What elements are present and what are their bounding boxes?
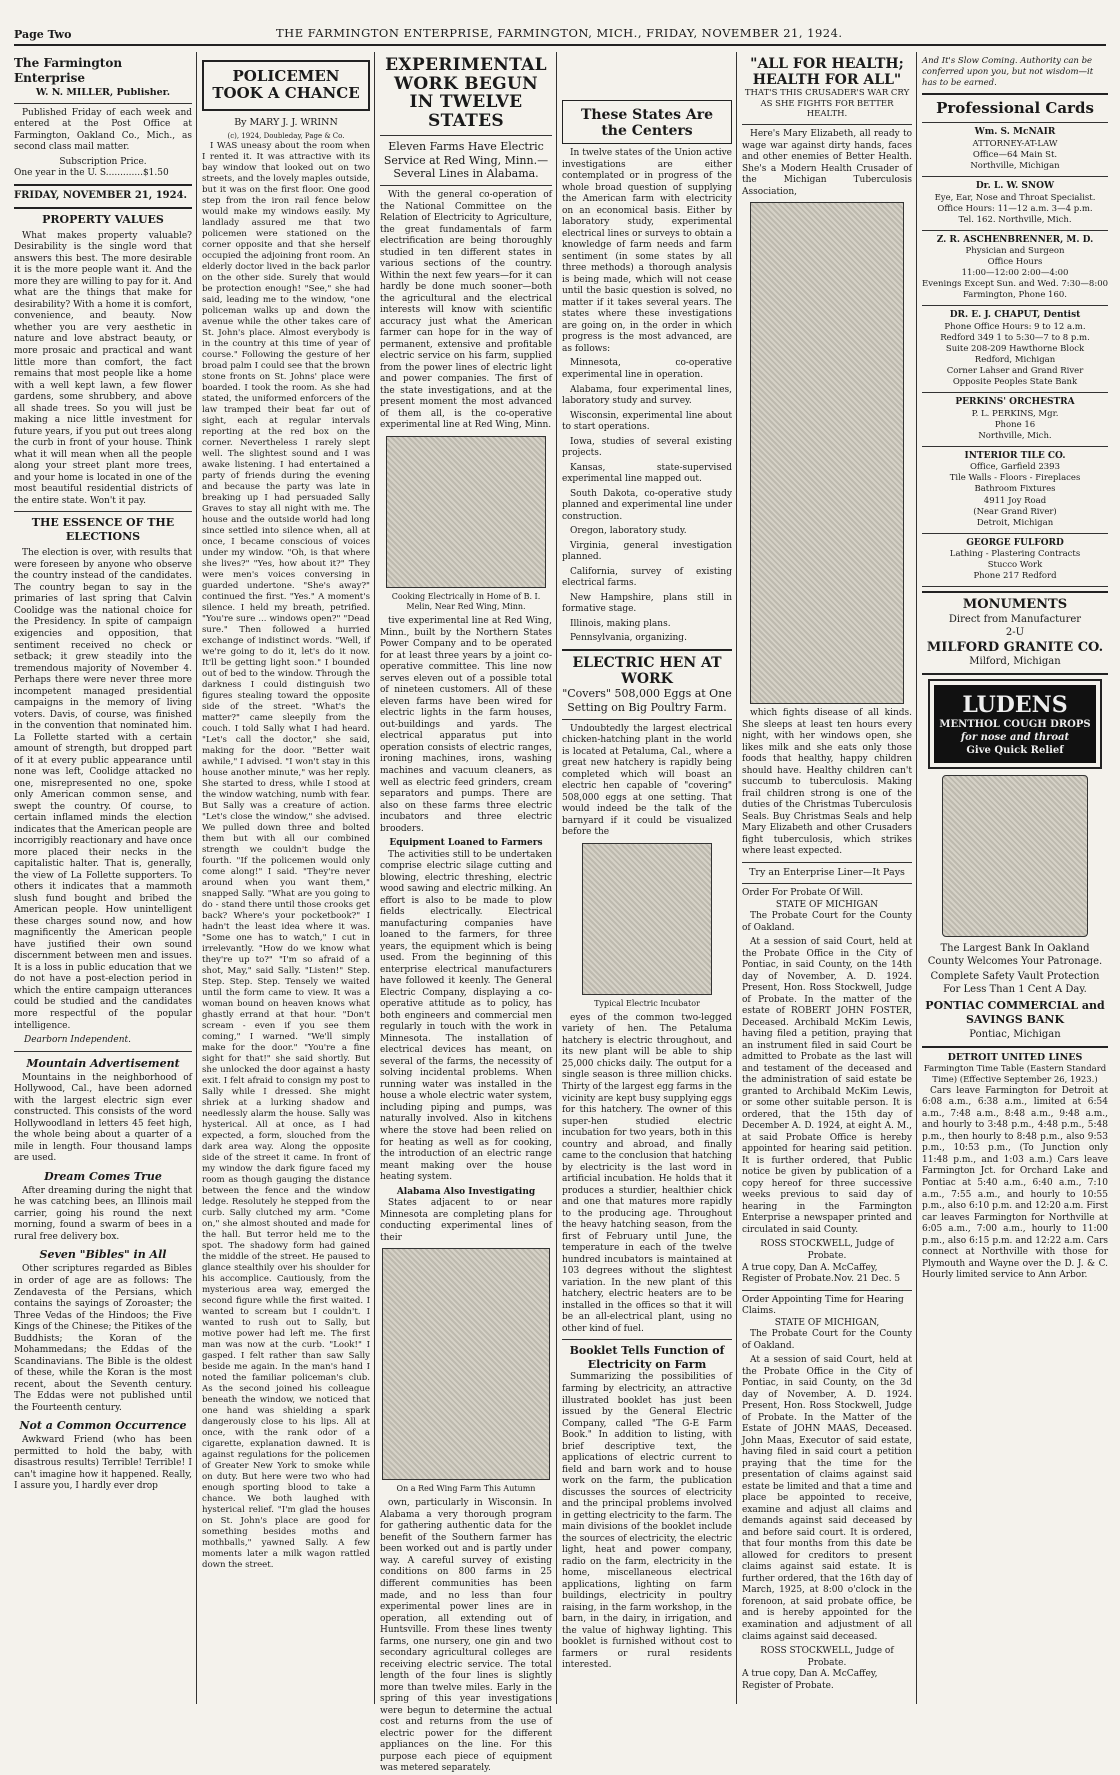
probate-state: STATE OF MICHIGAN,: [774, 1317, 880, 1328]
column-experimental: [380, 55, 552, 1774]
states-list-item: California, survey of existing electrical farms.: [562, 566, 732, 589]
ludens-ad-line: MENTHOL COUGH DROPS: [939, 719, 1091, 731]
story-title-box: [202, 60, 370, 111]
hen-body: Undoubtedly the largest electrical chicken-hatching plant in the world is located at Petaluma, Cal., where a great new hatchery is rapidly being completed which will boast an electric hen capable of "covering" 508,000 eggs at one setting. That would indeed be the talk of the barnyard if it could be visualized before the: [562, 723, 732, 838]
monuments-ad-line: Milford, Michigan: [969, 656, 1061, 668]
states-title-box: [562, 100, 732, 144]
health-intro: Here's Mary Elizabeth, all ready to wage war against dirty hands, faces and other enemies of Better Health. She's a Modern Health Crusader of the Michigan Tuberculosis Association,: [742, 129, 912, 197]
column-health: [742, 56, 912, 1704]
card-line: Eye, Ear, Nose and Throat Specialist.: [934, 192, 1096, 203]
states-list-item: Illinois, making plans.: [570, 618, 671, 629]
card-line: Phone Office Hours: 9 to 12 a.m.: [944, 321, 1086, 332]
card-line: Detroit, Michigan: [976, 517, 1054, 528]
card-line: Office, Garfield 2393: [969, 462, 1061, 473]
card-line: Redford 349 1 to 5:30—7 to 8 p.m.: [940, 332, 1090, 343]
article-body: With the general co-operation of the National Committee on the Relation of Electricity to Agriculture, the great fundamentals of farm electrification are being thoroughly studied in ten different states in various sections of the country. Within the next few years—for it can hardly be done much sooner—both the agricultural and the electrical interests will know with scientific accuracy just what the American farmer can hope for in the way of permanent, extensive and profitable electric service on his farm, supplied from the power lines of electric light and power companies. The first of the state investigations, and at the present moment the most advanced of them all, is the co-operative experimental line at Red Wing, Minn.: [380, 190, 552, 431]
card-line: P. L. PERKINS, Mgr.: [971, 408, 1059, 419]
card-line: Corner Lahser and Grand River: [946, 366, 1084, 377]
bank-ad-line: Complete Safety Vault Protection For Less Than 1 Cent A Day.: [930, 971, 1100, 995]
professional-card: [922, 181, 1108, 231]
item-title: Dream Comes True: [44, 1169, 162, 1183]
story-title-line2: TOOK A CHANCE: [212, 84, 360, 103]
probate-copy: A true copy, Dan A. McCaffey, Register of Probate.Nov. 21 Dec. 5: [742, 1262, 901, 1285]
card-line: Farmington, Phone 160.: [962, 290, 1067, 301]
probate-notice-head: Order Appointing Time for Hearing Claims.: [742, 1294, 904, 1317]
bank-ad-line: Pontiac, Michigan: [969, 1028, 1061, 1040]
photo-woman-ironing: [382, 1248, 550, 1480]
card-name: Z. R. ASCHENBRENNER, M. D.: [936, 234, 1094, 245]
column-states: [562, 56, 732, 1704]
photo-caption: On a Red Wing Farm This Autumn: [396, 1484, 536, 1494]
story-byline: By MARY J. J. WRINN: [234, 116, 338, 128]
article-subhead: Alabama Also Investigating: [396, 1186, 536, 1197]
card-name: DR. E. J. CHAPUT, Dentist: [949, 310, 1081, 321]
dateline: FRIDAY, NOVEMBER 21, 1924.: [14, 189, 188, 201]
card-line: Bathroom Fixtures: [974, 484, 1056, 495]
item-body: Other scriptures regarded as Bibles in order of age are as follows: The Zendavesta of the Persians, which contains the sayings of Zoroaster; the Three Vedas of the Hindoos; the Five Kings of the Chinese; the Pitikes of the Buddhists; the Koran of the Mohammedans; the Eddas of the Scandinavians. The Bible is the oldest of these, while the Koran is the most recent, about the Seventh century. The Eddas were not published until the Fourteenth century.: [14, 1264, 193, 1413]
bank-ad-line: PONTIAC COMMERCIAL and SAVINGS BANK: [925, 998, 1105, 1026]
story-body: I WAS uneasy about the room when I rented it. It was attractive with its bay window that looked out on two streets, and the lovely maples outside, but it was on the first floor. One good step from the iron rail fence below would make my windows easily. My landlady assured me that two policemen were stationed on the corner opposite and that she herself occupied the adjoining front room. An elderly doctor lived in the back parlor on the other side. Surely that would be protection enough! "See," she had said, leading me to the window, "one policeman walks up and down the avenue while the other takes care of St. John's place. Almost everybody is in the country at this time of year of course." Following the gesture of her broad palm I could see that the brown stone fronts on St. Johns' place were boarded. I took the room. As she had stated, the uniformed enforcers of the law tramped their beat far out of sight, each at regular intervals reporting at the red box on the corner. Nevertheless I rarely slept well. The slightest sound and I was awake listening. I had entertained a party of friends during the evening and because the party was late in breaking up I had persuaded Sally Graves to stay all night with me. The house and the outside world had long since settled into silence when, all at once, I became conscious of voices under my window. "Oh, is that where she lives?" "Yes, how about it?" They were men's voices conversing in guarded undertone. "She's away?" continued the first. "Yes." A moment's silence. I held my breath, petrified. "You're sure ... windows open?" "Dead sure." Then followed a hurried exchange of indistinct words. "Well, if we're going to do it, let's do it now. It'll be getting light soon." I bounded out of bed to the window. Through the darkness I could distinguish two figures stealing toward the opposite side of the street. "What's the matter?" came sleepily from the couch. I told Sally what I had heard. "Let's call the doctor," she said, making for the door. "Better wait awhile," I advised. "I won't stay in this house another minute," was her reply. She started to dress, while I stood at the window watching, numb with fear. But Sally was a creature of action. "Let's close the window," she advised. We pulled down three and bolted them but with all our combined strength we couldn't budge the fourth. "If the policemen would only come along!" I said. "They're never around when you want them," snapped Sally. "What are you going to do - stand there until those crooks get back? Where's your pocketbook?" I hadn't the least idea where it was. "Some one has to watch," I cut in irrelevantly. "How do we know what they're up to?" "I'm so afraid of a shot, May," said Sally. "Listen!" Step. Step. Step. Step. Tensely we waited until the form came to view. It was a woman bound on heaven knows what ghastly errand at that hour. "Don't scream - even if you see them coming," I warned. "We'll simply make for the door." "You're a fine sight for that!" she said shortly. But she unlocked the door against a hasty exit. I felt afraid to consign my post to Sally while I dressed. She might shriek at a lurking shadow and needlessly alarm the house. Sally was hysterical. All at once, as I had expected, a form, slouched from the dark area way. Along the opposite side of the street it came. In front of my window the dark figure faced my room as though gauging the distance between the fence and the window ledge. Resolutely he stepped from the curb. Sally clutched my arm. "Come on," she almost shouted and made for the hall. But terror held me to the spot. The shadowy form had gained the middle of the street. He paused to glance stealthily over his shoulder for his accomplice. Cautiously, from the mysterious area way, emerged the second figure while the first waited. I wanted to scream but I couldn't. I wanted to rush out to Sally, but motive power had left me. The first man was now at the curb. "Look!" I gasped. I felt rather than saw Sally beside me again. In the man's hand I noted the familiar policeman's club. As the second joined his colleague beneath the window, we noticed that one hand was shielding a spark dangerously close to his lips. All at once, with the rank odor of a cigarette, explanation dawned. It is against regulations for the policemen of Greater New York to smoke while on duty. But here were two who had enough sporting blood to take a chance. We both laughed with hysterical relief. "I'm glad the houses on St. John's place are good for something besides moths and mothballs," yawned Sally. A few moments later a milk wagon rattled down the street.: [202, 140, 370, 1570]
article-body: States adjacent to or near Minnesota are completing plans for conducting experimental lines of their: [380, 1198, 552, 1243]
ludens-ad-line: for nose and throat: [960, 731, 1070, 743]
story-title-line1: POLICEMEN: [232, 67, 340, 85]
page-number: Page Two: [14, 28, 72, 41]
item-title: Seven "Bibles" in All: [39, 1248, 167, 1262]
professional-cards-title: Professional Cards: [936, 99, 1094, 118]
item-body: Mountains in the neighborhood of Hollywood, Cal., have been adorned with the largest electric sign ever constructed. This consists of the word Hollywoodland in letters 45 feet high, the whole being about a quarter of a mile in length. Four thousand lamps are used.: [14, 1072, 192, 1164]
card-line: Suite 208-209 Hawthorne Block: [945, 344, 1085, 354]
photo-health-crusader: [750, 202, 904, 704]
subscription-label: Subscription Price.: [59, 156, 147, 167]
hen-body: eyes of the common two-legged variety of hen. The Petaluma hatchery is electric throughout, and its new plant will be able to ship 25,000 chicks daily. The output for a single season is three million chicks. Thirty of the largest egg farms in the vicinity are kept busy supplying eggs for this hatchery. The owner of this super-hen studied electric incubation for two years, both in this country and abroad, and finally came to the conclusion that hatching by electricity is the last word in artificial incubation. He holds that it produces a sturdier, healthier chick and one that matures more rapidly to the producing age. Throughout the heavy hatching season, from the first of February until June, the temperature in each of the twelve hundred incubators is maintained at 103 degrees without the slightest variation. In the new plant of this hatchery, electric heaters are to be installed in the offices so that it will be an all-electrical plant, using no other kind of fuel.: [562, 1012, 732, 1334]
probate-court: The Probate Court for the County of Oakland.: [742, 1329, 912, 1351]
liner-ad: Try an Enterprise Liner—It Pays: [749, 866, 905, 878]
probate-signature: ROSS STOCKWELL, Judge of Probate.: [760, 1239, 894, 1261]
states-list: [562, 358, 732, 644]
photo-caption: Typical Electric Incubator: [594, 998, 700, 1008]
professional-card: [922, 451, 1108, 534]
column-directory: [922, 56, 1108, 1704]
top-note: And It's Slow Coming. Authority can be conferred upon you, but not wisdom—it has to be earned.: [922, 56, 1094, 89]
masthead-title: THE FARMINGTON ENTERPRISE, FARMINGTON, MICH., FRIDAY, NOVEMBER 21, 1924.: [276, 26, 843, 40]
article-body: The activities still to be undertaken comprise electric silage cutting and blowing, electric threshing, electric wood sawing and electric milking. An effort is also to be made to plow fields electrically. Electrical manufacturing companies have loaned to the farmers, for three years, the equipment which is being used. From the beginning of this enterprise electrical manufacturers have followed it keenly. The General Electric Company, displaying a co-operative attitude as to policy, has both engineers and commercial men regularly in touch with the work in Minnesota. The installation of electrical devices has meant, on several of the farms, the necessity of solving incidental problems. When running water was installed in the house a whole electric water system, including piping and pumps, was naturally involved. Also in kitchens where the stove had been relied on for heating as well as for cooking, the introduction of an electric range meant making over the house heating system.: [380, 849, 552, 1183]
photo-caption: Cooking Electrically in Home of B. I. Melin, Near Red Wing, Minn.: [391, 591, 541, 612]
photo-electric-cooking: [386, 436, 546, 588]
column-story: [202, 56, 370, 1704]
editorial-title: THE ESSENCE OF THE ELECTIONS: [31, 516, 175, 544]
dur-title: DETROIT UNITED LINES: [947, 1051, 1083, 1063]
page-masthead: [14, 26, 1106, 46]
card-line: Redford, Michigan: [974, 355, 1056, 366]
states-title: These States Are the Centers: [580, 107, 714, 140]
article-subhead: Equipment Loaned to Farmers: [389, 838, 543, 849]
booklet-headline: Booklet Tells Function of Electricity on Farm: [569, 1344, 725, 1372]
ludens-ad-line: LUDENS: [962, 691, 1068, 718]
probate-notice-head: Order For Probate Of Will.: [742, 888, 864, 899]
professional-cards: [922, 127, 1108, 587]
probate-court: The Probate Court for the County of Oakland.: [742, 911, 912, 933]
card-line: ATTORNEY-AT-LAW: [972, 138, 1058, 149]
hen-deck: "Covers" 508,000 Eggs at One Setting on Big Poultry Farm.: [562, 687, 732, 714]
card-name: INTERIOR TILE CO.: [964, 450, 1066, 461]
probate-copy: A true copy, Dan A. McCaffey, Register of Probate.: [742, 1669, 878, 1691]
editorial-body: What makes property valuable? Desirability is the single word that answers this best. The more desirable it is the more people want it. And the more they are willing to pay for it. And what are the things that make for desirability? With a home it is comfort, convenience, and beauty. Now whether you are very aesthetic in nature and love abstract beauty, or more prosaic and practical and want little more than comfort, the fact remains that most people like a home with a well kept lawn, a few flower gardens, some shrubbery, and above all shade trees. So you will just be making a nice little investment for future years, if you put out trees along the curb in front of your house. Think what it will mean when all the people along your street plant more trees, and your home is located in one of the most beautiful residential districts of the entire state. Won't it pay.: [14, 230, 192, 506]
probate-body: At a session of said Court, held at the Probate Office in the City of Pontiac, in said County, on the 14th day of November, A. D. 1924. Present, Hon. Ross Stockwell, Judge of Probate. In the matter of the estate of ROBERT JOHN FOSTER, Deceased. Archibald McKim Lewis, having filed a petition, praying that an instrument filed in said Court be admitted to Probate as the last will and testament of the deceased and the administration of said estate be granted to Archibald McKim Lewis, or some other suitable person. It is ordered, that the 15th day of December A. D. 1924, at eight A. M., at said Probate Office is hereby appointed for hearing said petition. It is further ordered, that Public notice be given by publication of a copy hereof for three successive weeks previous to said day of hearing in the Farmington Enterprise a newspaper printed and circulated in said County.: [742, 937, 912, 1235]
card-line: Phone 16: [994, 419, 1036, 430]
states-list-item: Iowa, studies of several existing projects.: [562, 436, 732, 459]
story-copyright: (c), 1924, Doubleday, Page & Co.: [227, 131, 345, 140]
publication-info: Published Friday of each week and entered at the Post Office at Farmington, Oakland Co., Mich., as second class mail matter.: [14, 107, 192, 153]
ludens-ad-inner: [934, 685, 1096, 764]
card-line: Evenings Except Sun. and Wed. 7:30—8:00: [922, 279, 1109, 290]
card-line: 4911 Joy Road: [983, 495, 1047, 506]
states-list-item: Kansas, state-supervised experimental line mapped out.: [562, 462, 732, 485]
article-deck: Eleven Farms Have Electric Service at Red Wing, Minn.—Several Lines in Alabama.: [383, 139, 549, 181]
states-list-item: New Hampshire, plans still in formative stage.: [562, 592, 732, 615]
states-list-item: Alabama, four experimental lines, laboratory study and survey.: [562, 384, 732, 407]
bank-vault-image: [942, 775, 1088, 937]
article-body: own, particularly in Wisconsin. In Alabama a very thorough program for gathering authentic data for the benefit of the Southern farmer has been worked out and is partly under way. A careful survey of existing conditions on 800 farms in 25 different communities has been made, and no less than four experimental power lines are in operation, all extending out of Huntsville. From these lines twenty farms, one nursery, one gin and two secondary agricultural colleges are receiving electric service. The total length of the four lines is slightly more than twelve miles. Early in the spring of this year investigations were begun to determine the actual cost and returns from the use of electric power for the different appliances on the line. For this purpose each piece of equipment was metered separately.: [380, 1498, 552, 1774]
probate-body: At a session of said Court, held at the Probate Office in the City of Pontiac, in said County, on the 3d day of November, A. D. 1924. Present, Hon. Ross Stockwell, Judge of Probate. In the Matter of the Estate of JOHN MAAS, Deceased. John Maas, Executor of said estate, having filed in said court a petition praying that the time for the presentation of claims against said estate be limited and that a time and place be appointed to receive, examine and adjust all claims and demands against said deceased by and before said court. It is ordered, that four months from this date be allowed for creditors to present claims against said estate. It is further ordered, that the 16th day of March, 1925, at 8:00 o'clock in the forenoon, at said probate office, be and is hereby appointed for the examination and adjustment of all claims against said deceased.: [742, 1355, 912, 1642]
professional-card: [922, 235, 1108, 307]
editorial-source: Dearborn Independent.: [24, 1035, 132, 1046]
hen-headline: ELECTRIC HEN AT WORK: [572, 654, 722, 687]
card-line: Tile Walls - Floors - Fireplaces: [949, 473, 1081, 484]
states-list-item: South Dakota, co-operative study planned and experimental line under construction.: [562, 488, 732, 522]
health-body: which fights disease of all kinds. She sleeps at least ten hours every night, with her windows open, she likes milk and she eats only those foods that healthy, happy children should have. Healthy children can't succumb to tuberculosis. Making frail children strong is one of the duties of the Christmas Tuberculosis Seals. Buy Christmas Seals and help Mary Elizabeth and other Crusaders fight tuberculosis, which strikes where least expected.: [742, 708, 912, 857]
card-name: GEORGE FULFORD: [966, 537, 1064, 548]
probate-state: STATE OF MICHIGAN: [775, 899, 879, 910]
card-line: Stucco Work: [987, 560, 1043, 571]
professional-card: [922, 127, 1108, 177]
states-body: In twelve states of the Union active investigations are either contemplated or in progress of the whole broad question of supplying the American farm with electricity on an economical basis. Either by laboratory study, experimental electrical lines or surveys to obtain a knowledge of farm needs and farm sentiment (in some states by all three methods) a thorough analysis is being made, which will not cease until the basic question is solved, no matter if it takes several years. The states where these investigations are going on, in the order in which progress is the most advanced, are as follows:: [562, 148, 732, 354]
column-rule: [916, 52, 917, 1704]
states-list-item: Minnesota, co-operative experimental line in operation.: [562, 358, 732, 380]
card-name: Dr. L. W. SNOW: [975, 180, 1055, 191]
bank-ad-line: The Largest Bank In Oakland County Welcomes Your Patronage.: [927, 943, 1103, 968]
monuments-ad-line: MONUMENTS: [962, 597, 1068, 613]
card-name: PERKINS' ORCHESTRA: [955, 397, 1075, 408]
professional-card: [922, 538, 1108, 588]
card-line: Northville, Michigan: [970, 160, 1060, 171]
booklet-body: Summarizing the possibilities of farming by electricity, an attractive illustrated booklet has just been issued by the General Electric Company, called "The G-E Farm Book." In addition to listing, with brief descriptive text, the applications of electric current to field and barn work and to house work on the farm, the publication discusses the sources of electricity and the principal problems involved in getting electricity to the farm. The main divisions of the booklet include the sources of electricity, the electric light, heat and power company, radio on the farm, electricity in the home, miscellaneous electrical applications, lighting on farm buildings, electricity in poultry raising, in the farm workshop, in the barn, in the dairy, in irrigation, and the value of highway lighting. This booklet is furnished without cost to farmers or rural residents interested.: [562, 1372, 732, 1671]
monuments-ad-line: 2-U: [1005, 626, 1025, 638]
card-line: Opposite Peoples State Bank: [952, 377, 1078, 388]
item-body: After dreaming during the night that he was catching bees, an Illinois mail carrier, going his round the next morning, found a swarm of bees in a rural free delivery box.: [14, 1185, 192, 1242]
paper-name: The Farmington Enterprise: [14, 56, 123, 86]
dur-subtitle: Farmington Time Table (Eastern Standard Time) (Effective September 26, 1923.): [923, 1063, 1107, 1085]
ludens-ad-line: Give Quick Relief: [966, 744, 1064, 756]
card-line: Office Hours: [987, 257, 1043, 268]
professional-card: [922, 310, 1108, 393]
card-line: Phone 217 Redford: [973, 571, 1057, 582]
probate-signature: ROSS STOCKWELL, Judge of Probate.: [760, 1646, 894, 1668]
card-name: Wm. S. McNAIR: [974, 127, 1056, 138]
column-rule: [556, 52, 557, 1704]
ludens-ad: [928, 679, 1102, 770]
health-headline: "ALL FOR HEALTH; HEALTH FOR ALL": [750, 56, 904, 89]
professional-card: [922, 397, 1108, 447]
editorial-title: PROPERTY VALUES: [42, 212, 164, 226]
states-list-item: Wisconsin, experimental line about to start operations.: [562, 410, 732, 433]
item-title: Mountain Advertisement: [26, 1056, 180, 1070]
publisher-name: W. N. MILLER, Publisher.: [35, 86, 171, 98]
column-editorial: [14, 56, 192, 1704]
card-line: Office Hours: 11—12 a.m. 3—4 p.m.: [937, 203, 1093, 214]
monuments-ad: [922, 597, 1108, 669]
card-line: Physician and Surgeon: [965, 246, 1065, 257]
card-line: Lathing - Plastering Contracts: [949, 549, 1081, 560]
health-deck: THAT'S THIS CRUSADER'S WAR CRY AS SHE FIGHTS FOR BETTER HEALTH.: [744, 88, 910, 120]
card-line: Northville, Mich.: [978, 430, 1052, 441]
article-body: tive experimental line at Red Wing, Minn., built by the Northern States Power Company and to be operated for at least three years by a joint co-operative committee. This line now serves eleven out of a possible total of nineteen customers. All of these eleven farms have been wired for electric lights in the farm houses, out-buildings and yards. The electrical apparatus put into operation consists of electric ranges, ironing machines, irons, washing machines and vacuum cleaners, as well as electric feed grinders, cream separators and pumps. There are also on these farms three electric incubators and three electric brooders.: [380, 616, 552, 834]
monuments-ad-line: Direct from Manufacturer: [948, 613, 1082, 625]
card-line: Tel. 162. Northville, Mich.: [958, 214, 1072, 225]
card-line: (Near Grand River): [973, 506, 1057, 517]
bank-ad: [922, 943, 1108, 1041]
column-rule: [374, 52, 375, 1704]
article-headline: EXPERIMENTAL WORK BEGUN IN TWELVE STATES: [385, 55, 547, 132]
states-list-item: Virginia, general investigation planned.: [562, 540, 732, 563]
photo-incubator: [582, 843, 712, 995]
states-list-item: Pennsylvania, organizing.: [570, 633, 687, 644]
column-rule: [196, 52, 197, 1704]
states-list-item: Oregon, laboratory study.: [570, 526, 687, 537]
item-title: Not a Common Occurrence: [19, 1419, 187, 1433]
subscription-price: One year in the U. S.............$1.50: [14, 168, 169, 179]
editorial-body: The election is over, with results that were foreseen by anyone who observe the country instead of the candidates. The country began to say in the primaries of last spring that Calvin Coolidge was the national choice for the Presidency. In spite of campaign exigencies and opposition, that sentiment received no check or setback; it grew steadily into the tremendous majority of November 4. Perhaps there were never three more incompetent managed presidential campaigns in the memory of living voters. Davis, of course, was finished in the convention that nominated him. La Follette started with a certain amount of strength, but dropped part of it at every public appearance until none was left, Coolidge attacked no one, misrepresented no one, spoke only American common sense, and swept the country. Of course, to certain inflamed minds the election indicates that the American people are incorrigibly reactionary and have once more placed their necks in the capitalistic halter. That is, generally, the view of La Follette supporters. To others it indicates that a mammoth slush fund bought and bribed the American people. How unintelligent these charges sound now, and how magnificently the American people have justified their own sound discernment between men and issues. It is a loss in public education that we do not have a post-election period in which the entire campaign utterances could be studied and the candidates more respectful of the popular intelligence.: [14, 548, 192, 1031]
card-line: Office—64 Main St.: [972, 149, 1058, 160]
monuments-ad-line: MILFORD GRANITE CO.: [926, 639, 1104, 655]
column-rule: [736, 52, 737, 1704]
item-body: Awkward Friend (who has been permitted to hold the baby, with disastrous results) Terrible! Terrible! I can't imagine how it happened. Really, I assure you, I hardly ever drop: [14, 1435, 192, 1492]
dur-timetable: Cars leave Farmington for Detroit at 6:08 a.m., 6:38 a.m., limited at 6:54 a.m., 7:48 a.m., 8:48 a.m., 9:48 a.m., and hourly to 3:48 p.m., 4:48 p.m., 5:48 p.m., then hourly to 8:48 p.m., also 9:53 p.m., 10:53 p.m., (To Junction only 11:48 p.m., and 1:03 a.m.) Cars leave Farmington Jct. for Orchard Lake and Pontiac at 5:40 a.m., 6:40 a.m., 7:10 a.m., 7:55 a.m., and hourly to 10:55 p.m., also 6:10 p.m. and 12:20 a.m. First car leaves Farmington for Northville at 6:05 a.m., 7:00 a.m., hourly to 11:00 p.m., also 6:15 p.m. and 12:22 a.m. Cars connect at Northville with those for Plymouth and Wayne over the D. J. & C. Hourly limited service to Ann Arbor.: [922, 1085, 1108, 1281]
card-line: 11:00—12:00 2:00—4:00: [961, 268, 1069, 279]
